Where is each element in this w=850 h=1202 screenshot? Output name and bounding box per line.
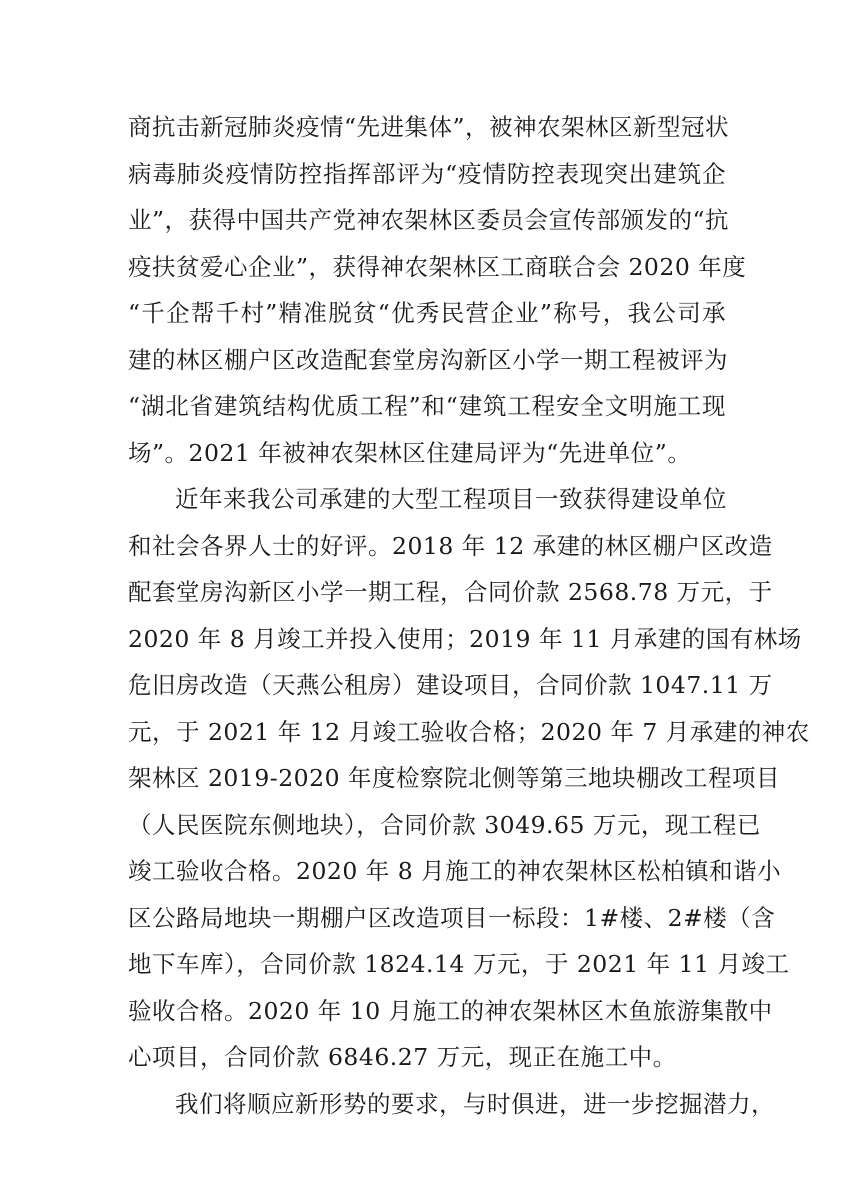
paragraph [128, 476, 810, 1081]
text-line: 病毒肺炎疫情防控指挥部评为“疫情防控表现突出建筑企 [128, 159, 726, 188]
text-line: 危旧房改造（天燕公租房）建设项目，合同价款 1047.11 万 [128, 671, 773, 699]
text-line: “湖北省建筑结构优质工程”和“建筑工程安全文明施工现 [128, 392, 726, 420]
text-line: 验收合格。2020 年 10 月施工的神农架林区木鱼旅游集散中 [128, 996, 773, 1025]
text-line: 近年来我公司承建的大型工程项目一致获得建设单位 [175, 485, 727, 513]
text-line: 竣工验收合格。2020 年 8 月施工的神农架林区松柏镇和谐小 [128, 857, 782, 885]
text-line: 架林区 2019-2020 年度检察院北侧等第三地块棚改工程项目 [128, 764, 780, 792]
text-line: 商抗击新冠肺炎疫情“先进集体”，被神农架林区新型冠状 [128, 113, 730, 141]
text-line: 区公路局地块一期棚户区改造项目一标段：1#楼、2#楼（含 [128, 903, 776, 932]
text-line: 建的林区棚户区改造配套堂房沟新区小学一期工程被评为 [128, 345, 728, 374]
text-line: 业”，获得中国共产党神农架林区委员会宣传部颁发的“抗 [128, 206, 730, 234]
text-line: 心项目，合同价款 6846.27 万元，现正在施工中。 [128, 1043, 677, 1071]
text-line: 场”。2021 年被神农架林区住建局评为“先进单位”。 [128, 438, 692, 467]
text-line: （人民医院东侧地块），合同价款 3049.65 万元，现工程已 [128, 810, 761, 839]
text-line: 地下车库），合同价款 1824.14 万元，于 2021 年 11 月竣工 [128, 950, 790, 978]
text-line: 配套堂房沟新区小学一期工程，合同价款 2568.78 万元，于 [128, 578, 773, 606]
text-line: “千企帮千村”精准脱贫“优秀民营企业”称号，我公司承 [128, 299, 726, 327]
body-text [128, 104, 810, 1127]
text-line: 2020 年 8 月竣工并投入使用；2019 年 11 月承建的国有林场 [128, 624, 802, 653]
paragraph [128, 104, 747, 476]
text-line: 元，于 2021 年 12 月竣工验收合格；2020 年 7 月承建的神农 [128, 717, 810, 746]
text-line: 和社会各界人士的好评。2018 年 12 承建的林区棚户区改造 [128, 531, 773, 560]
text-line: 我们将顺应新形势的要求，与时俱进，进一步挖掘潜力， [175, 1089, 775, 1118]
paragraph [128, 1081, 775, 1128]
text-line: 疫扶贫爱心企业”，获得神农架林区工商联合会 2020 年度 [128, 252, 747, 281]
